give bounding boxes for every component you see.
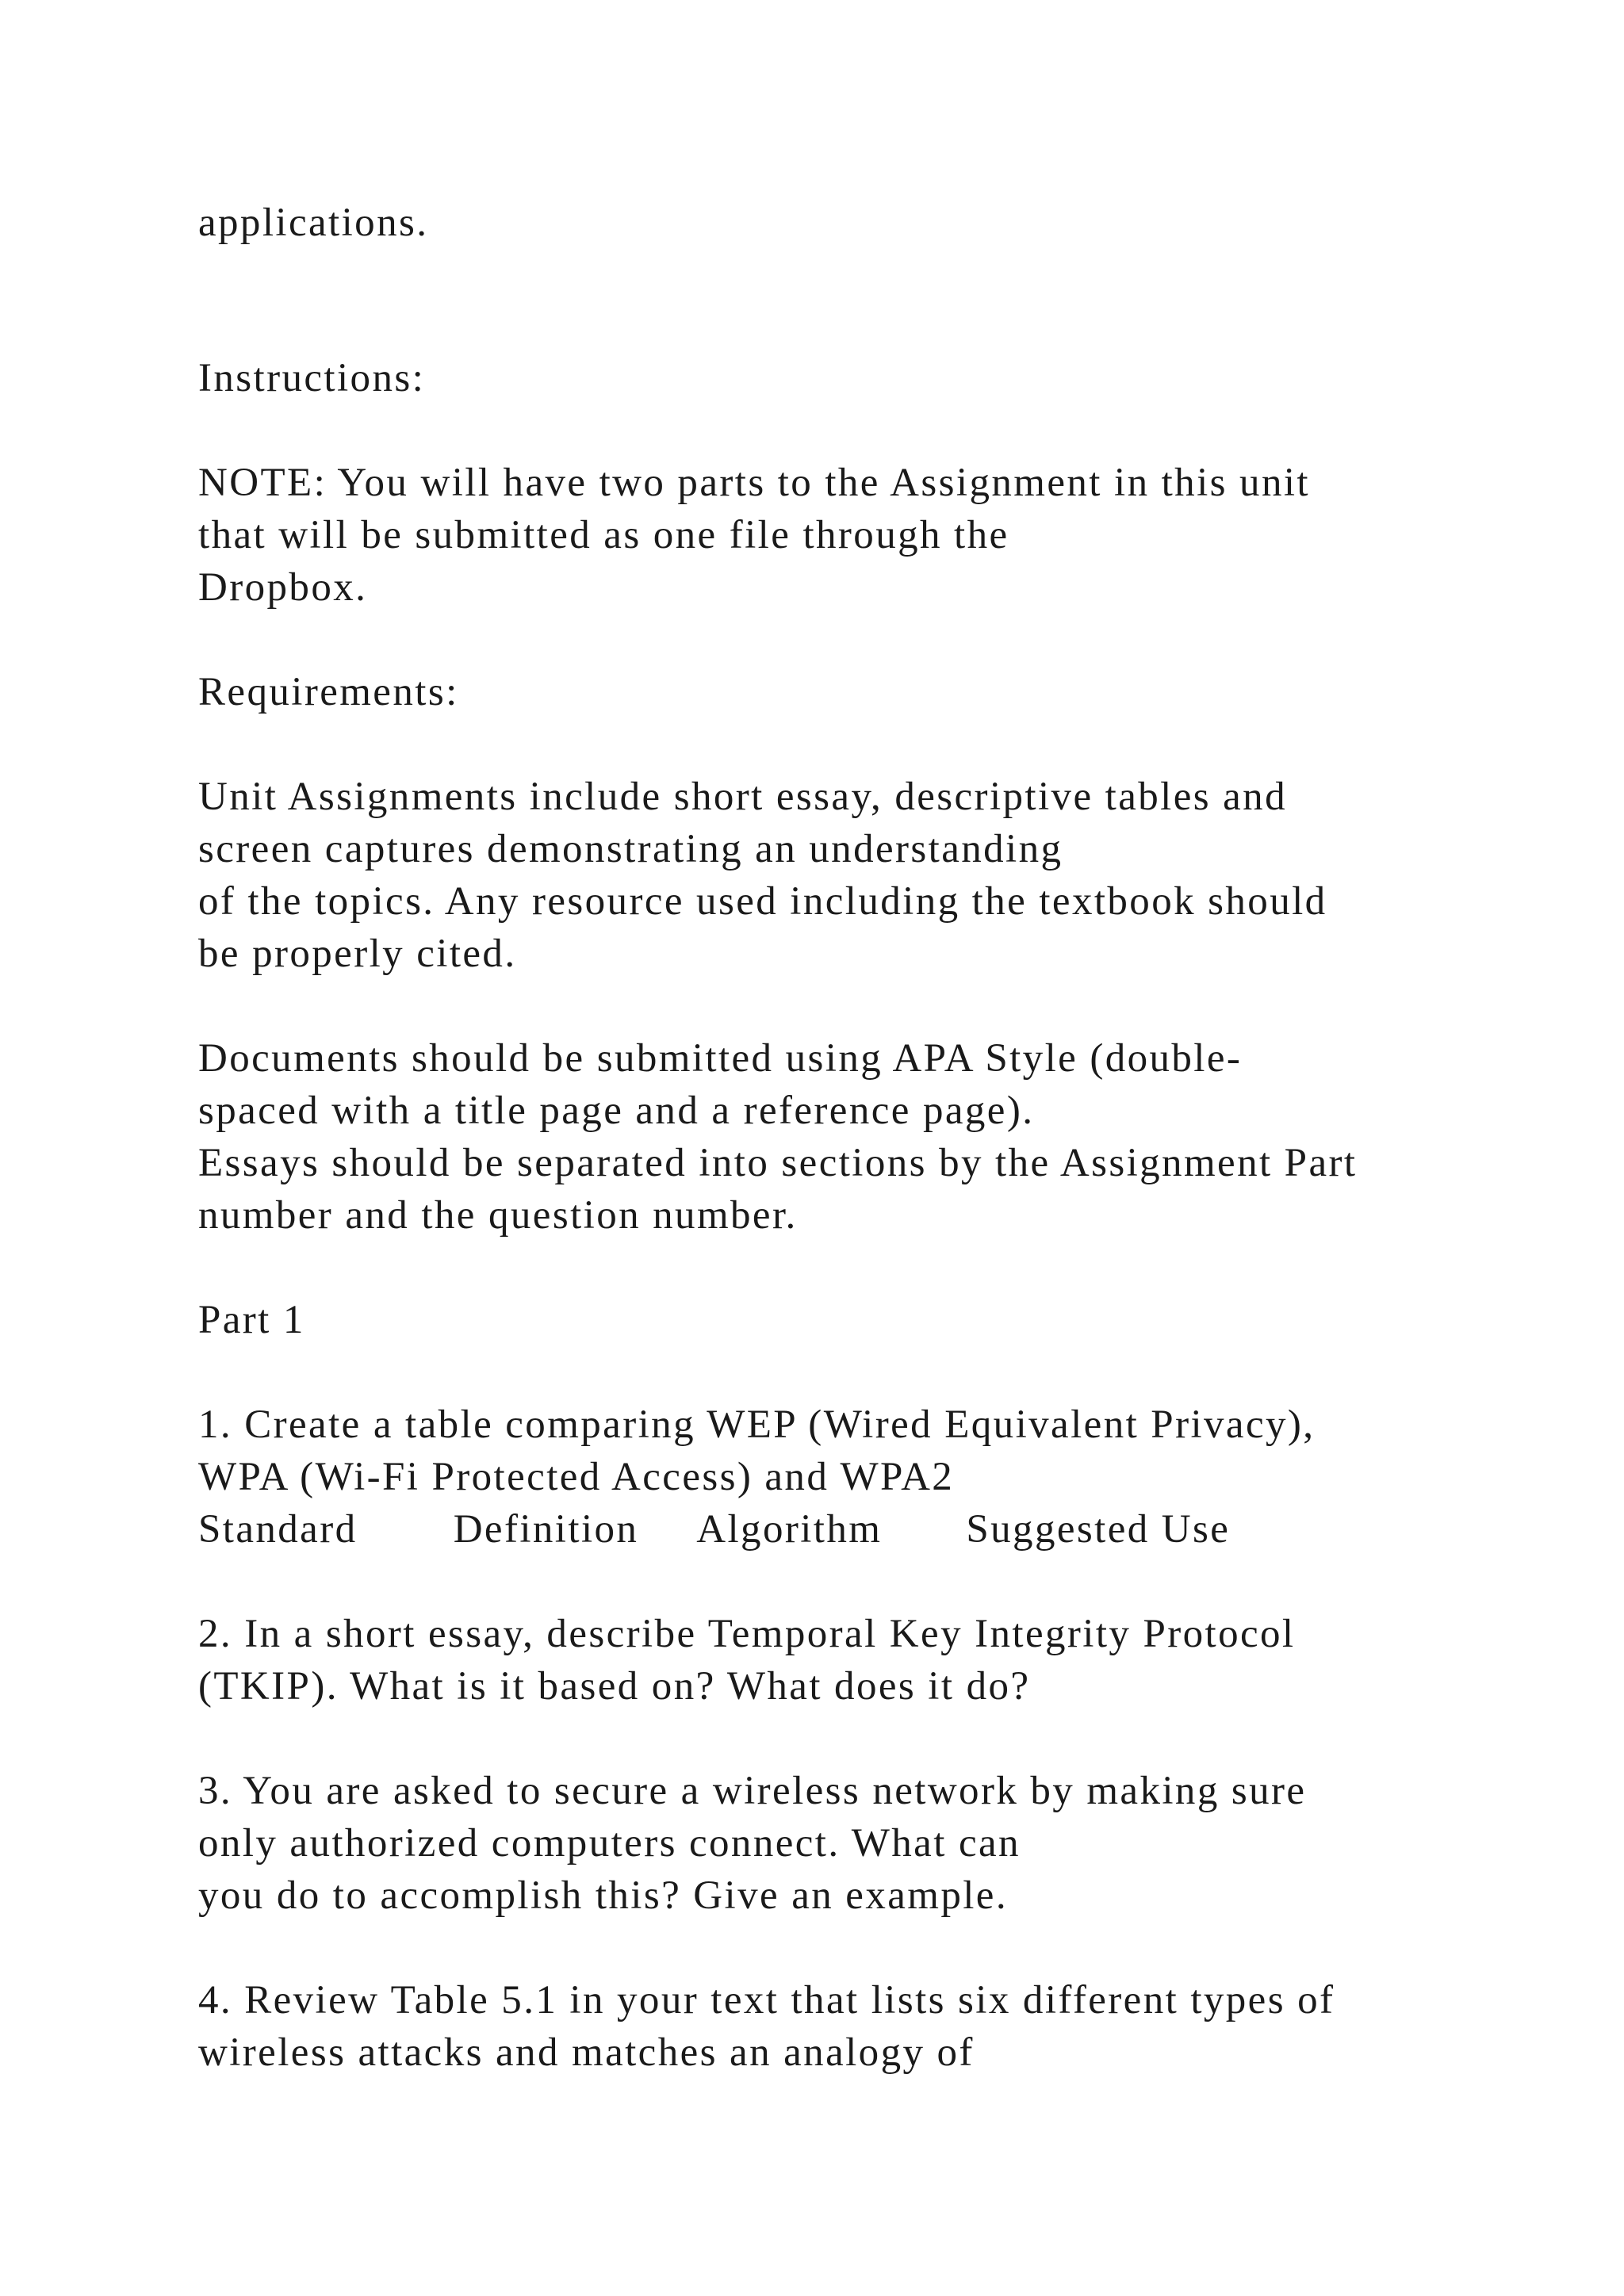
text-line-question-3-c: you do to accomplish this? Give an example. (198, 1873, 1008, 1918)
text-line-requirements-4: be properly cited. (198, 932, 517, 976)
text-line-question-2-b: (TKIP). What is it based on? What does it do? (198, 1664, 1031, 1709)
text-line-requirements-1: Unit Assignments include short essay, descriptive tables and (198, 775, 1287, 819)
text-line-note-1: NOTE: You will have two parts to the Assignment in this unit (198, 461, 1310, 505)
text-line-question-3-b: only authorized computers connect. What can (198, 1821, 1021, 1866)
table-header-line: Standard Definition Algorithm Suggested Use (198, 1507, 1231, 1552)
text-line-applications: applications. (198, 201, 429, 245)
text-line-note-2: that will be submitted as one file through the (198, 513, 1009, 557)
heading-instructions: Instructions: (198, 356, 426, 400)
text-line-essays-2: number and the question number. (198, 1193, 798, 1238)
heading-requirements: Requirements: (198, 670, 459, 714)
text-line-note-3: Dropbox. (198, 565, 368, 610)
text-line-documents-2: spaced with a title page and a reference page). (198, 1089, 1035, 1133)
text-line-question-1-a: 1. Create a table comparing WEP (Wired Equivalent Privacy), (198, 1402, 1316, 1447)
text-line-requirements-2: screen captures demonstrating an understanding (198, 827, 1063, 871)
text-line-essays-1: Essays should be separated into sections by the Assignment Part (198, 1141, 1358, 1185)
text-line-question-2-a: 2. In a short essay, describe Temporal Key Integrity Protocol (198, 1612, 1296, 1656)
text-line-documents-1: Documents should be submitted using APA Style (double- (198, 1036, 1243, 1081)
text-line-requirements-3: of the topics. Any resource used including the textbook should (198, 879, 1327, 924)
text-line-question-3-a: 3. You are asked to secure a wireless network by making sure (198, 1769, 1307, 1813)
text-line-question-4-a: 4. Review Table 5.1 in your text that lists six different types of (198, 1978, 1335, 2022)
text-line-question-1-b: WPA (Wi-Fi Protected Access) and WPA2 (198, 1455, 955, 1499)
text-line-question-4-b: wireless attacks and matches an analogy of (198, 2030, 975, 2075)
heading-part-1: Part 1 (198, 1298, 305, 1342)
